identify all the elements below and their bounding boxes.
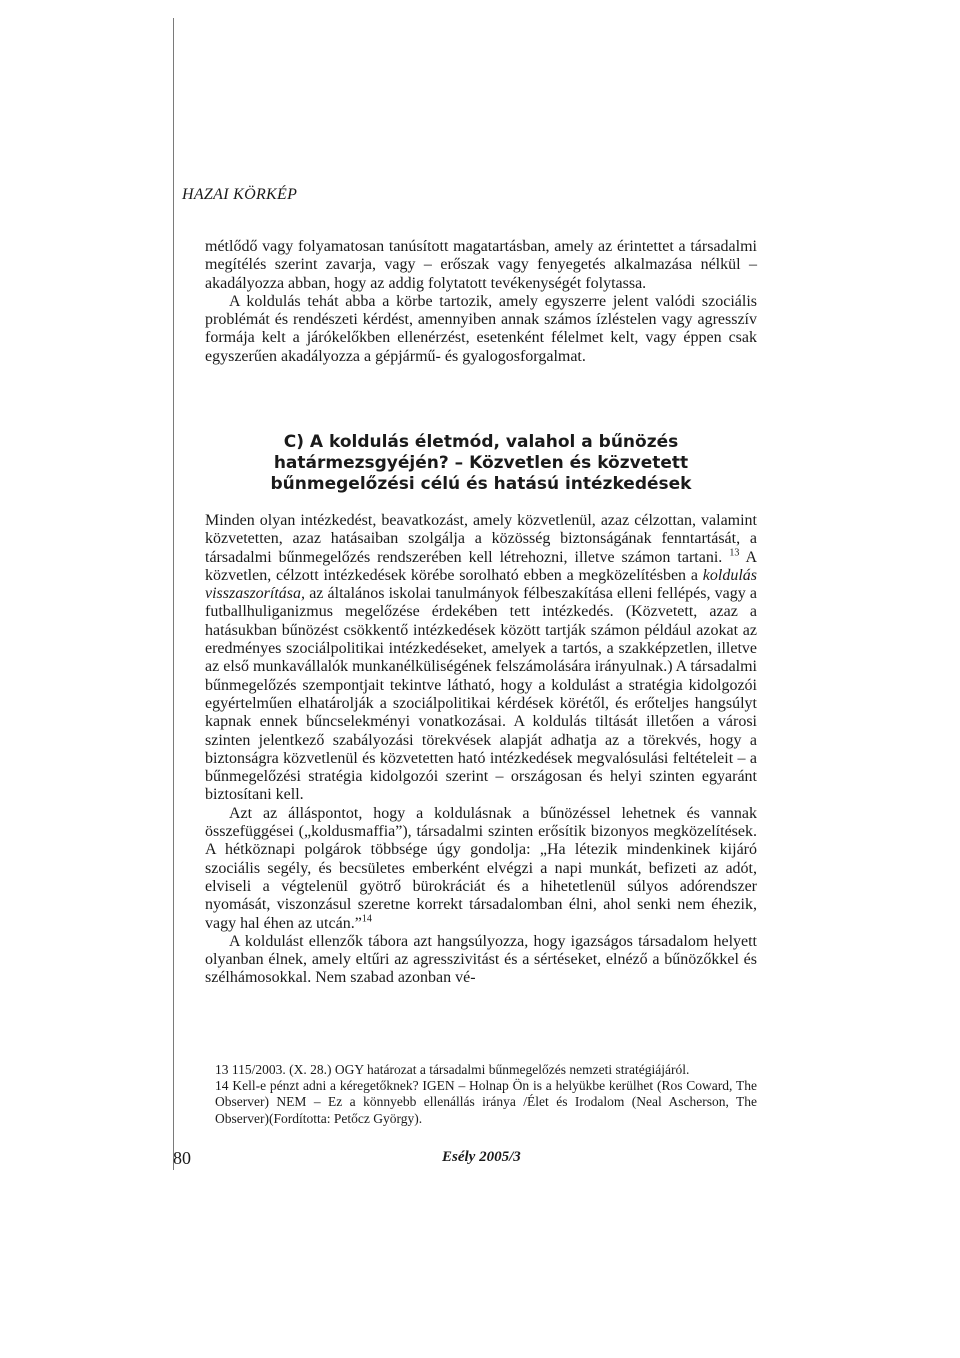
footnote-ref-13: 13	[729, 547, 740, 559]
paragraph-koldulas-problem: A koldulás tehát abba a körbe tartozik, amely egyszerre jelent valódi szociális problémát és rendészeti kérdést, amennyiben annak számos ízléstelen vagy agresszív formája kelt a járókelőkben ellenérzést, esetenként félelmet kelt, vagy éppen csak egyszerűen akadályozza a gépjármű- és gyalogosforgalmat.	[205, 292, 757, 365]
main-text-column-2	[205, 512, 757, 988]
paragraph-koldusmaffia	[205, 805, 757, 933]
margin-rule	[173, 18, 174, 1170]
section-heading-block	[205, 432, 757, 495]
footnote-13: 13 115/2003. (X. 28.) OGY határozat a társadalmi bűnmegelőzés nemzeti stratégiájáról.	[215, 1062, 690, 1077]
main-text-column	[205, 238, 757, 366]
footnotes	[205, 1062, 757, 1127]
paragraph-intezkedesek	[205, 512, 757, 805]
section-heading: C) A koldulás életmód, valahol a bűnözés határmezsgyéjén? – Közvetlen és közvetett bűnmegelőzési célú és hatású intézkedések	[270, 432, 692, 494]
footnote-14: 14 Kell-e pénzt adni a kéregetőknek? IGEN – Holnap Ön is a helyükbe kerülhet (Ros Coward, The Observer) NEM – Ez a könnyebb ellenállás iránya /Élet és Irodalom (Neal Ascherson, The Observer)(Fordította: Petőcz György).	[215, 1078, 757, 1126]
paragraph-text: A közvetlen, célzott intézkedések körébe sorolható ebben a megközelítésben a	[205, 548, 758, 584]
emphasis-text: koldulás visszaszorítása,	[205, 566, 757, 603]
footnote-ref-14: 14	[361, 913, 372, 925]
page-number: 80	[173, 1148, 191, 1168]
running-head: HAZAI KÖRKÉP	[182, 186, 298, 203]
journal-footer: Esély 2005/3	[442, 1149, 521, 1165]
paragraph-text: Minden olyan intézkedést, beavatkozást, amely közvetlenül, azaz célzottan, valamint közvetetten, azaz hatásaiban szolgálja a közösség biztonságának fenntartását, a társadalmi bűnmegelőzés rendszerében kell létrehozni, illetve számon tartani.	[205, 512, 757, 566]
paragraph-text: Azt az álláspontot, hogy a koldulásnak a bűnözéssel lehetnek és vannak összefüggései („koldusmaffia”), társadalmi szinten erősítik bizonyos megközelítések. A hétköznapi polgárok többsége úgy gondolja: „Ha létezik mindenkinek kijáró szociális segély, és becsületes emberként elvégzi a napi munkát, befizeti az adót, elviseli a végtelenül gyötrő bürokráciát és a hihetetlenül súlyos adórendszer nyomását, viszonzásul szeretne korrekt társadalomban élni, ahol senki nem éhezik, vagy hal éhen az utcán.”	[205, 804, 757, 932]
paragraph-continuation: métlődő vagy folyamatosan tanúsított magatartásban, amely az érintettet a társadalmi megítélés szerint zavarja, vagy – erőszak vagy fenyegetés alkalmazása nélkül – akadályozza abban, hogy az addig folytatott tevékenységét folytassa.	[205, 238, 757, 292]
paragraph-ellenzok: A koldulást ellenzők tábora azt hangsúlyozza, hogy igazságos társadalom helyett olyanban élnek, amely eltűri az agresszivitást és a sértéseket, elnéző a bűnözőkkel és szélhámosokkal. Nem szabad azonban vé-	[205, 932, 757, 987]
paragraph-text: az általános iskolai tanulmányok félbeszakítása elleni fellépés, vagy a futballhuliganizmus megelőzése érdekében tett intézkedés. (Közvetett, azaz a hatásukban bűnözést csökkentő intézkedések között tartják számon például azokat az eredményes szociálpolitikai intézkedéseket, amelyek a tartós, a szakképzetlen, illetve az első munkavállalók munkanélküliségének felszámolására irányulnak.) A társadalmi bűnmegelőzés szempontjait tekintve látható, hogy a koldulást a stratégia kidolgozói egyértelműen elhatárolják a szociálpolitikai kérdések körétől, és erőteljes hangsúlyt kapnak ennek bűncselekményi vonatkozásai. A koldulás tiltását illetően a városi szinten jelentkező szabályozási törekvések alapját adhatja az a törekvés, hogy a biztonságra közvetlenül és közvetetten ható intézkedések megvalósulási feltételeit – a bűnmegelőzési stratégia kidolgozói szerint – országosan és helyi szinten egyaránt biztosítani kell.	[205, 585, 757, 804]
